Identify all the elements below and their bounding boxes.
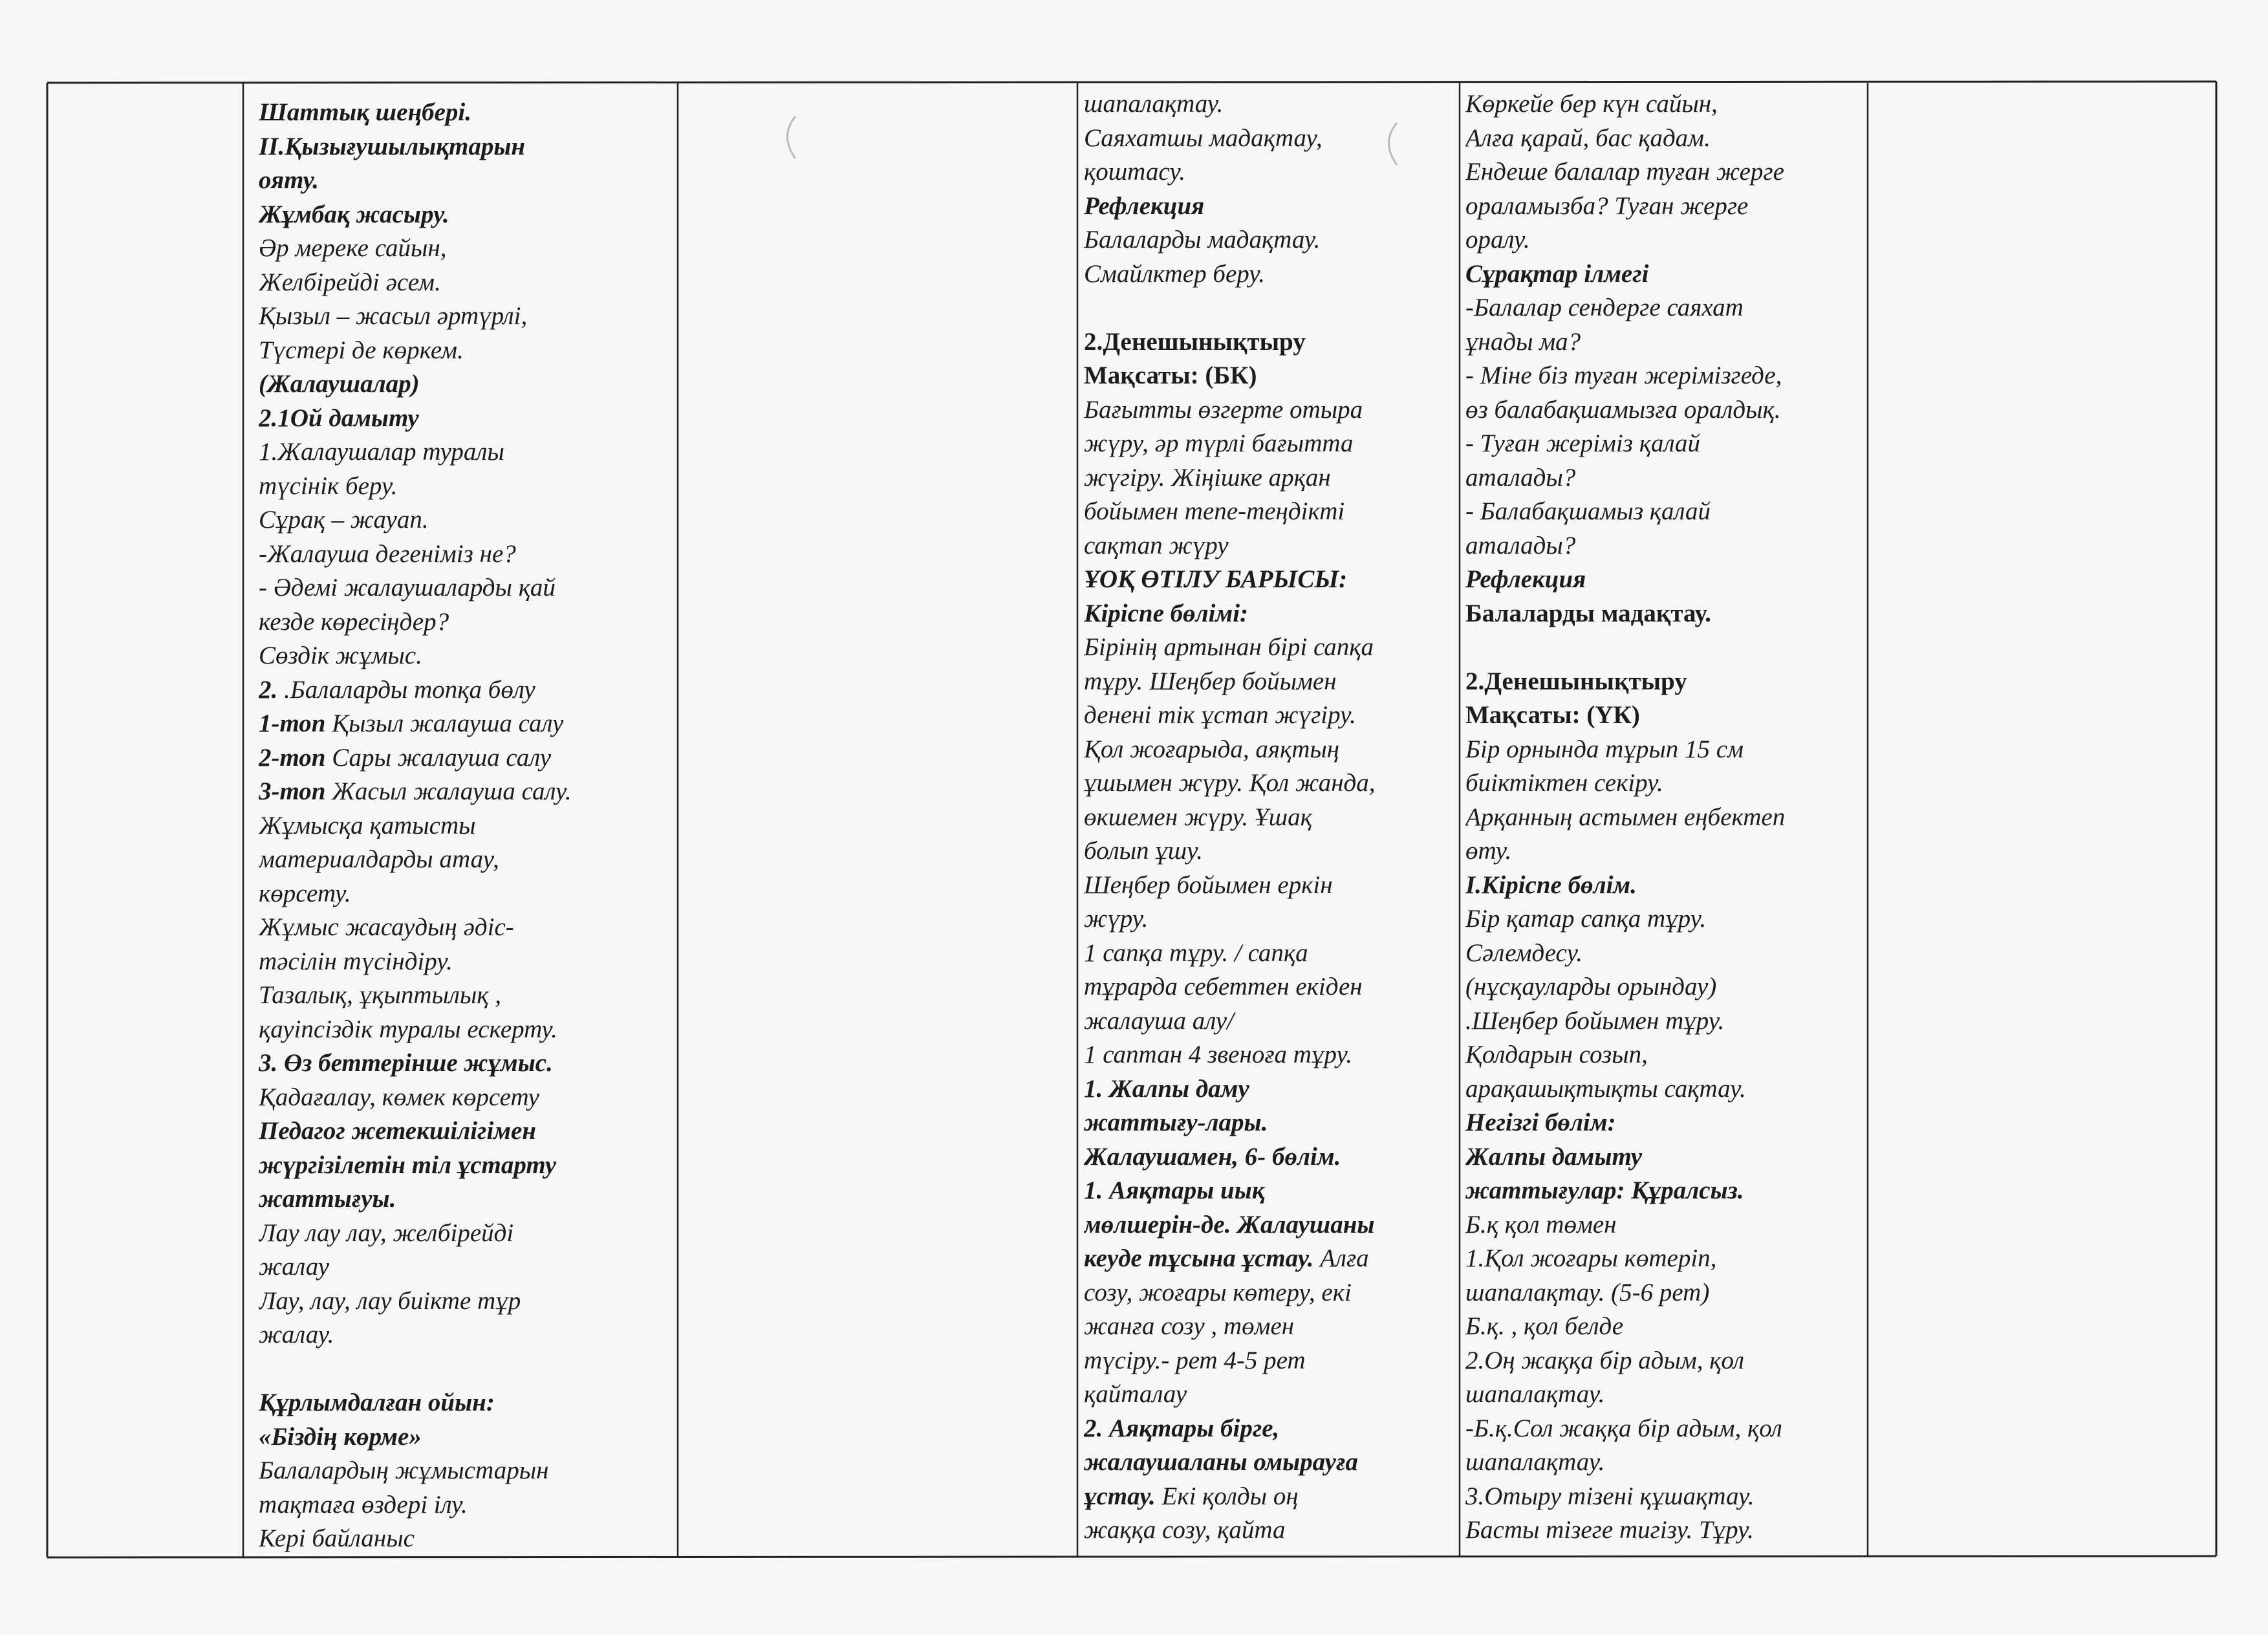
text-line: Әр мереке сайын, — [259, 234, 447, 262]
text-line: 2.Денешынықтыру — [1084, 327, 1306, 356]
text-line: ІІ.Қызығушылықтарын — [259, 132, 526, 160]
text-line: .Шеңбер бойымен тұру. — [1465, 1006, 1725, 1035]
text-line — [1084, 291, 1459, 325]
text-line: жалаушаланы омырауға — [1084, 1448, 1358, 1476]
text-line: Жұмысқа қатысты — [259, 811, 476, 839]
text-line: Бір қатар сапқа тұру. — [1465, 905, 1707, 933]
text-line: денені тік ұстап жүгіру. — [1084, 701, 1356, 729]
text-line: -Балалар сендерге саяхат — [1465, 294, 1744, 321]
text-line: 3.Отыру тізені құшақтау. — [1465, 1482, 1755, 1510]
text-line: көрсету. — [259, 879, 351, 907]
text-line: шапалақтау. — [1084, 90, 1224, 118]
text-line: Бірінің артынан бірі сапқа — [1084, 633, 1374, 661]
text-run: кеуде тұсына ұстау. — [1084, 1244, 1314, 1272]
text-line: шапалақтау. — [1465, 1448, 1605, 1476]
text-line: (Жалаушалар) — [259, 370, 420, 398]
text-line: Кіріспе бөлімі: — [1084, 599, 1249, 627]
text-line: жалау. — [259, 1321, 334, 1348]
text-line: кезде көресіңдер? — [259, 607, 449, 636]
text-line: жаққа созу, қайта — [1084, 1516, 1286, 1544]
text-run: Жасыл жалауша салу. — [325, 777, 572, 805]
text-run: 1-топ — [259, 709, 326, 737]
text-line: қауіпсіздік туралы ескерту. — [259, 1015, 557, 1043]
text-line: ҰОҚ ӨТІЛУ БАРЫСЫ: — [1084, 565, 1348, 593]
text-line — [259, 775, 673, 809]
text-line: Қол жоғарыда, аяқтың — [1084, 735, 1340, 763]
text-line: Б.қ қол төмен — [1465, 1210, 1617, 1239]
text-line: (нұсқауларды орындау) — [1465, 973, 1717, 1001]
text-line: Шаттық шеңбері. — [259, 98, 471, 126]
text-line: аталады? — [1465, 463, 1576, 492]
column-activities-1 — [259, 96, 673, 1556]
text-run: 2. — [259, 675, 278, 704]
text-line: Балаларды мадақтау. — [1084, 226, 1321, 254]
text-line: Қадағалау, көмек көрсету — [259, 1083, 539, 1111]
text-line: оралу. — [1465, 226, 1530, 254]
text-line: Сұрақ – жауап. — [259, 506, 429, 534]
text-line: 2.Денешынықтыру — [1465, 667, 1687, 695]
text-line: Қызыл – жасыл әртүрлі, — [259, 302, 528, 330]
text-run: Сары жалауша салу — [325, 743, 552, 772]
text-run: 2-топ — [259, 743, 326, 772]
text-line: Рефлекция — [1084, 191, 1205, 220]
text-run: Алға — [1313, 1244, 1369, 1272]
text-line: - Балабақшамыз қалай — [1465, 497, 1711, 525]
text-line: мөлшерін-де. Жалаушаны — [1084, 1210, 1375, 1239]
text-line: Қолдарын созып, — [1465, 1041, 1648, 1068]
text-line: Тазалық, ұқыптылық , — [259, 981, 502, 1009]
text-line: -Жалауша дегеніміз не? — [259, 539, 516, 568]
text-line: Арқанның астымен еңбектеп — [1465, 803, 1786, 831]
text-line: 1 сапқа тұру. / сапқа — [1084, 938, 1308, 967]
text-line: Саяхатшы мадақтау, — [1084, 124, 1323, 152]
text-line: жаттығулар: Құралсыз. — [1465, 1176, 1744, 1204]
text-run: Қызыл жалауша салу — [325, 709, 564, 737]
text-line: Лау, лау, лау биікте тұр — [259, 1286, 521, 1315]
text-line: түсіру.- рет 4-5 рет — [1084, 1346, 1306, 1374]
scan-mark-left — [776, 113, 802, 165]
text-line: арақашықтықты сақтау. — [1465, 1074, 1746, 1103]
text-line: 3. Өз беттерінше жұмыс. — [259, 1049, 553, 1077]
text-line: 2. Аяқтары бірге, — [1084, 1414, 1280, 1442]
text-line: бойымен тепе-теңдікті — [1084, 497, 1345, 525]
text-line: 1 саптан 4 звеноға тұру. — [1084, 1041, 1353, 1068]
text-line: шапалақтау. — [1465, 1380, 1605, 1408]
text-line: қоштасу. — [1084, 158, 1185, 186]
text-line: Жалпы дамыту — [1465, 1142, 1643, 1171]
text-line: өз балабақшамызға оралдық. — [1465, 395, 1781, 424]
text-line: жалау — [259, 1253, 330, 1281]
text-line — [1465, 631, 1863, 665]
text-line: түсінік беру. — [259, 471, 398, 500]
text-line: Бағытты өзгерте отыра — [1084, 395, 1363, 424]
text-line: Негізгі бөлім: — [1465, 1109, 1616, 1136]
text-line: Сәлемдесу. — [1465, 938, 1583, 967]
text-run: Екі қолды оң — [1155, 1482, 1299, 1510]
text-line: Б.қ. , қол белде — [1465, 1312, 1623, 1340]
text-line — [259, 741, 673, 775]
text-line — [259, 1352, 673, 1387]
text-run: 3-топ — [259, 777, 326, 805]
text-line: тұрарда себеттен екіден — [1084, 973, 1363, 1001]
text-line: Мақсаты: (ҮК) — [1465, 701, 1640, 729]
text-line: Мақсаты: (БК) — [1084, 362, 1257, 389]
text-line: аталады? — [1465, 531, 1576, 559]
text-line — [259, 673, 673, 708]
text-line: Ендеше балалар туған жерге — [1465, 158, 1784, 186]
text-line: - Туған жеріміз қалай — [1465, 429, 1700, 457]
text-line: Рефлекция — [1465, 565, 1586, 593]
text-line: сақтап жүру — [1084, 531, 1229, 559]
text-line — [259, 707, 673, 741]
text-line: шапалақтау. (5-6 рет) — [1465, 1278, 1710, 1306]
text-line: 2.Оң жаққа бір адым, қол — [1465, 1346, 1745, 1374]
text-line: материалдарды атау, — [259, 845, 499, 873]
text-line: тәсілін түсіндіру. — [259, 947, 453, 975]
text-line: Желбірейді әсем. — [259, 268, 441, 296]
text-line: болып ұшу. — [1084, 837, 1203, 865]
text-line: жүру, әр түрлі бағытта — [1084, 429, 1354, 457]
text-line: өкшемен жүру. Ұшақ — [1084, 803, 1312, 831]
text-line: жаттығу-лары. — [1084, 1109, 1268, 1136]
text-line: жүру. — [1084, 905, 1149, 933]
text-line: Сұрақтар ілмегі — [1465, 259, 1649, 288]
text-line: Жұмыс жасаудың әдіс- — [259, 913, 514, 941]
text-line: жүгіру. Жіңішке арқан — [1084, 463, 1331, 492]
text-line: Алға қарай, бас қадам. — [1465, 124, 1711, 152]
text-line: - Міне біз туған жерімізгеде, — [1465, 362, 1782, 389]
text-line — [1084, 1480, 1459, 1514]
text-line: Басты тізеге тигізу. Тұру. — [1465, 1516, 1754, 1544]
text-line: тақтаға өздері ілу. — [259, 1490, 468, 1519]
text-line — [1084, 1242, 1459, 1276]
text-line: Лау лау лау, желбірейді — [259, 1218, 514, 1247]
text-line: Смайлктер беру. — [1084, 259, 1265, 288]
text-line: жалауша алу/ — [1084, 1006, 1234, 1035]
text-line: 1.Жалаушалар туралы — [259, 438, 504, 466]
text-line: Құрлымдалған ойын: — [259, 1389, 495, 1416]
column-activities-2 — [1084, 87, 1459, 1556]
text-line: Балаларды мадақтау. — [1465, 599, 1711, 627]
text-line: «Біздің көрме» — [259, 1422, 422, 1451]
text-line: ояту. — [259, 166, 319, 194]
text-line: Балалардың жұмыстарын — [259, 1456, 549, 1484]
text-run: ұстау. — [1084, 1482, 1156, 1510]
text-line: 1. Жалпы даму — [1084, 1074, 1249, 1103]
text-line: жүргізілетін тіл ұстарту — [259, 1151, 557, 1179]
text-line: жанға созу , төмен — [1084, 1312, 1295, 1340]
scan-mark-right — [1377, 120, 1403, 171]
text-line: Шеңбер бойымен еркін — [1084, 871, 1333, 899]
text-line: Кері байланыс — [259, 1524, 415, 1552]
text-line: Педагог жетекшілігімен — [259, 1117, 536, 1145]
text-line: Сөздік жұмыс. — [259, 642, 422, 669]
text-line: биіктіктен секіру. — [1465, 769, 1663, 797]
text-line: ұнады ма? — [1465, 327, 1581, 356]
text-line: 1.Қол жоғары көтеріп, — [1465, 1244, 1717, 1272]
text-line: қайталау — [1084, 1380, 1187, 1408]
text-line: өту. — [1465, 837, 1512, 865]
text-line: - Әдемі жалаушаларды қай — [259, 574, 556, 601]
text-line: ұшымен жүру. Қол жанда, — [1084, 769, 1376, 797]
text-line: 2.1Ой дамыту — [259, 404, 419, 432]
column-activities-3 — [1465, 87, 1863, 1556]
text-line: созу, жоғары көтеру, екі — [1084, 1278, 1352, 1306]
text-line: Бір орнында тұрып 15 см — [1465, 735, 1744, 763]
text-line: Жұмбақ жасыру. — [259, 200, 449, 228]
text-line: -Б.қ.Сол жаққа бір адым, қол — [1465, 1414, 1782, 1442]
text-line: Жалаушамен, 6- бөлім. — [1084, 1142, 1341, 1171]
text-line: жаттығуы. — [259, 1185, 396, 1213]
text-line: Көркейе бер күн сайын, — [1465, 90, 1718, 118]
text-line: ораламызба? Туған жерге — [1465, 191, 1749, 220]
text-run: .Балаларды топқа бөлу — [277, 675, 535, 704]
text-line: І.Кіріспе бөлім. — [1465, 871, 1637, 899]
text-line: Түстері де көркем. — [259, 336, 464, 364]
text-line: тұру. Шеңбер бойымен — [1084, 667, 1337, 695]
text-line: 1. Аяқтары иық — [1084, 1176, 1265, 1204]
